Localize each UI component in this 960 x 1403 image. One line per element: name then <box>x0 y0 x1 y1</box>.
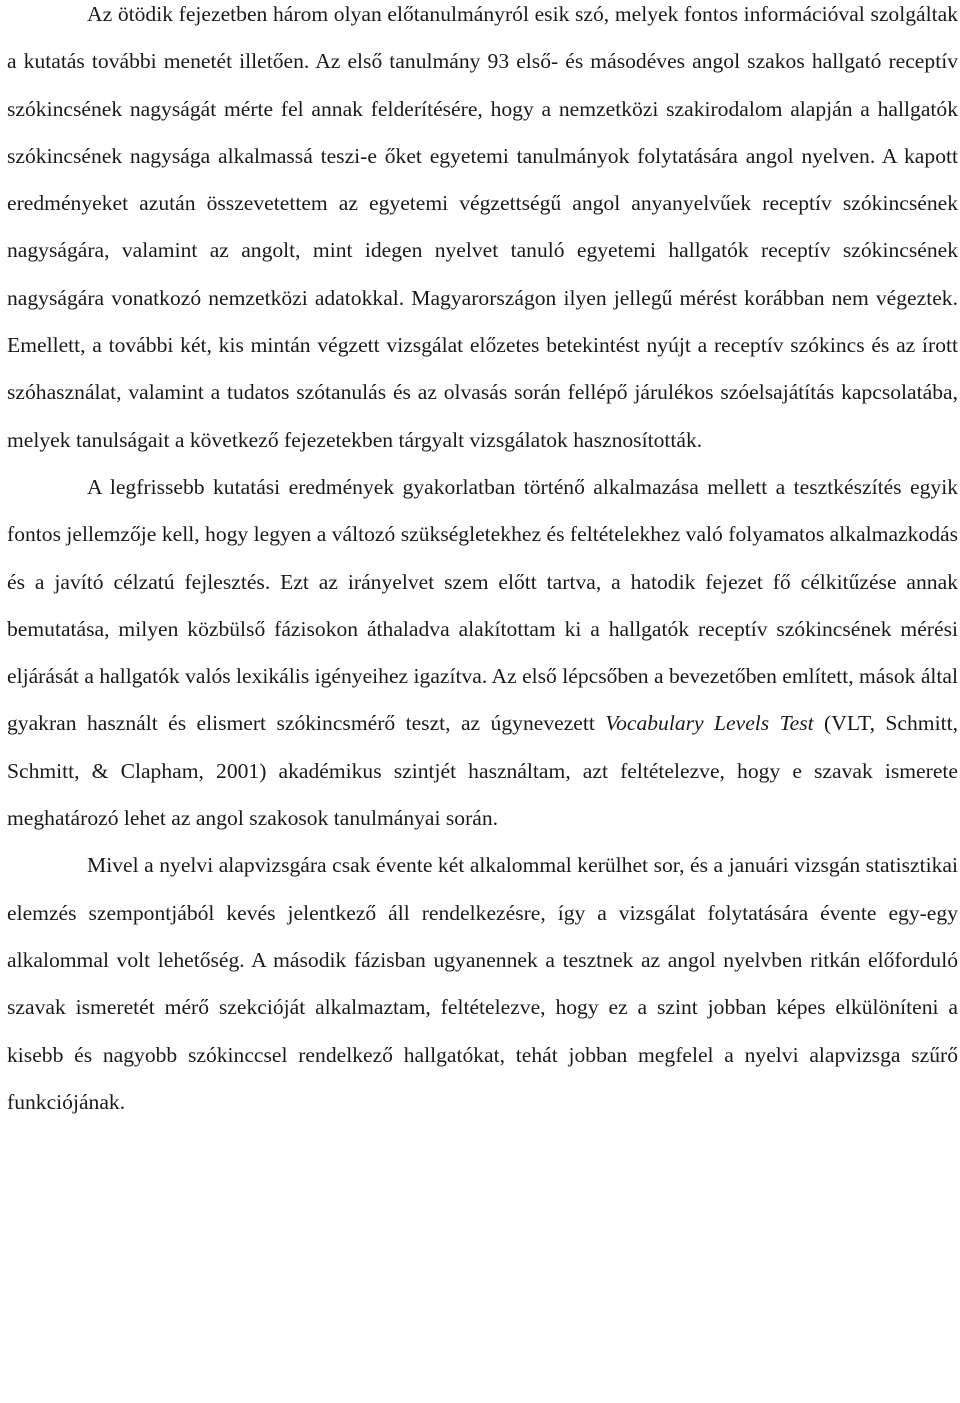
test-name-italic: Vocabulary Levels Test <box>605 711 814 736</box>
paragraph-2-text-end: (VLT, Schmitt, Schmitt, & Clapham, 2001) akadémikus szintjét használtam, azt feltételezve, hogy e szavak ismerete meghatározó lehet az angol szakosok tanulmányai során. <box>7 711 958 831</box>
paragraph-2-text-start: A legfrissebb kutatási eredmények gyakorlatban történő alkalmazása mellett a tesztkészítés egyik fontos jellemzője kell, hogy legyen a változó szükségletekhez és feltételekhez való folyamatos alkalmazkodás és a javító célzatú fejlesztés. Ezt az irányelvet szem előtt tartva, a hatodik fejezet fő célkitűzése annak bemutatása, milyen közbülső fázisokon áthaladva alakítottam ki a hallgatók receptív szókincsének mérési eljárását a hallgatók valós lexikális igényeihez igazítva. Az első lépcsőben a bevezetőben említett, mások által gyakran használt és elismert szókincsmérő teszt, az úgynevezett <box>7 474 958 736</box>
paragraph-2 <box>7 464 958 842</box>
paragraph-1: Az ötödik fejezetben három olyan előtanulmányról esik szó, melyek fontos információval szolgáltak a kutatás további menetét illetően. Az első tanulmány 93 első- és másodéves angol szakos hallgató receptív szókincsének nagyságát mérte fel annak felderítésére, hogy a nemzetközi szakirodalom alapján a hallgatók szókincsének nagysága alkalmassá teszi-e őket egyetemi tanulmányok folytatására angol nyelven. A kapott eredményeket azután összevetettem az egyetemi végzettségű angol anyanyelvűek receptív szókincsének nagyságára, valamint az angolt, mint idegen nyelvet tanuló egyetemi hallgatók receptív szókincsének nagyságára vonatkozó nemzetközi adatokkal. Magyarországon ilyen jellegű mérést korábban nem végeztek. Emellett, a további két, kis mintán végzett vizsgálat előzetes betekintést nyújt a receptív szókincs és az írott szóhasználat, valamint a tudatos szótanulás és az olvasás során fellépő járulékos szóelsajátítás kapcsolatába, melyek tanulságait a következő fejezetekben tárgyalt vizsgálatok hasznosították. <box>7 2 958 452</box>
paragraph-3: Mivel a nyelvi alapvizsgára csak évente két alkalommal kerülhet sor, és a januári vizsgán statisztikai elemzés szempontjából kevés jelentkező áll rendelkezésre, így a vizsgálat folytatására évente egy-egy alkalommal volt lehetőség. A második fázisban ugyanennek a tesztnek az angol nyelvben ritkán előforduló szavak ismeretét mérő szekcióját alkalmaztam, feltételezve, hogy ez a szint jobban képes elkülöníteni a kisebb és nagyobb szókinccsel rendelkező hallgatókat, tehát jobban megfelel a nyelvi alapvizsga szűrő funkciójának. <box>7 853 958 1114</box>
